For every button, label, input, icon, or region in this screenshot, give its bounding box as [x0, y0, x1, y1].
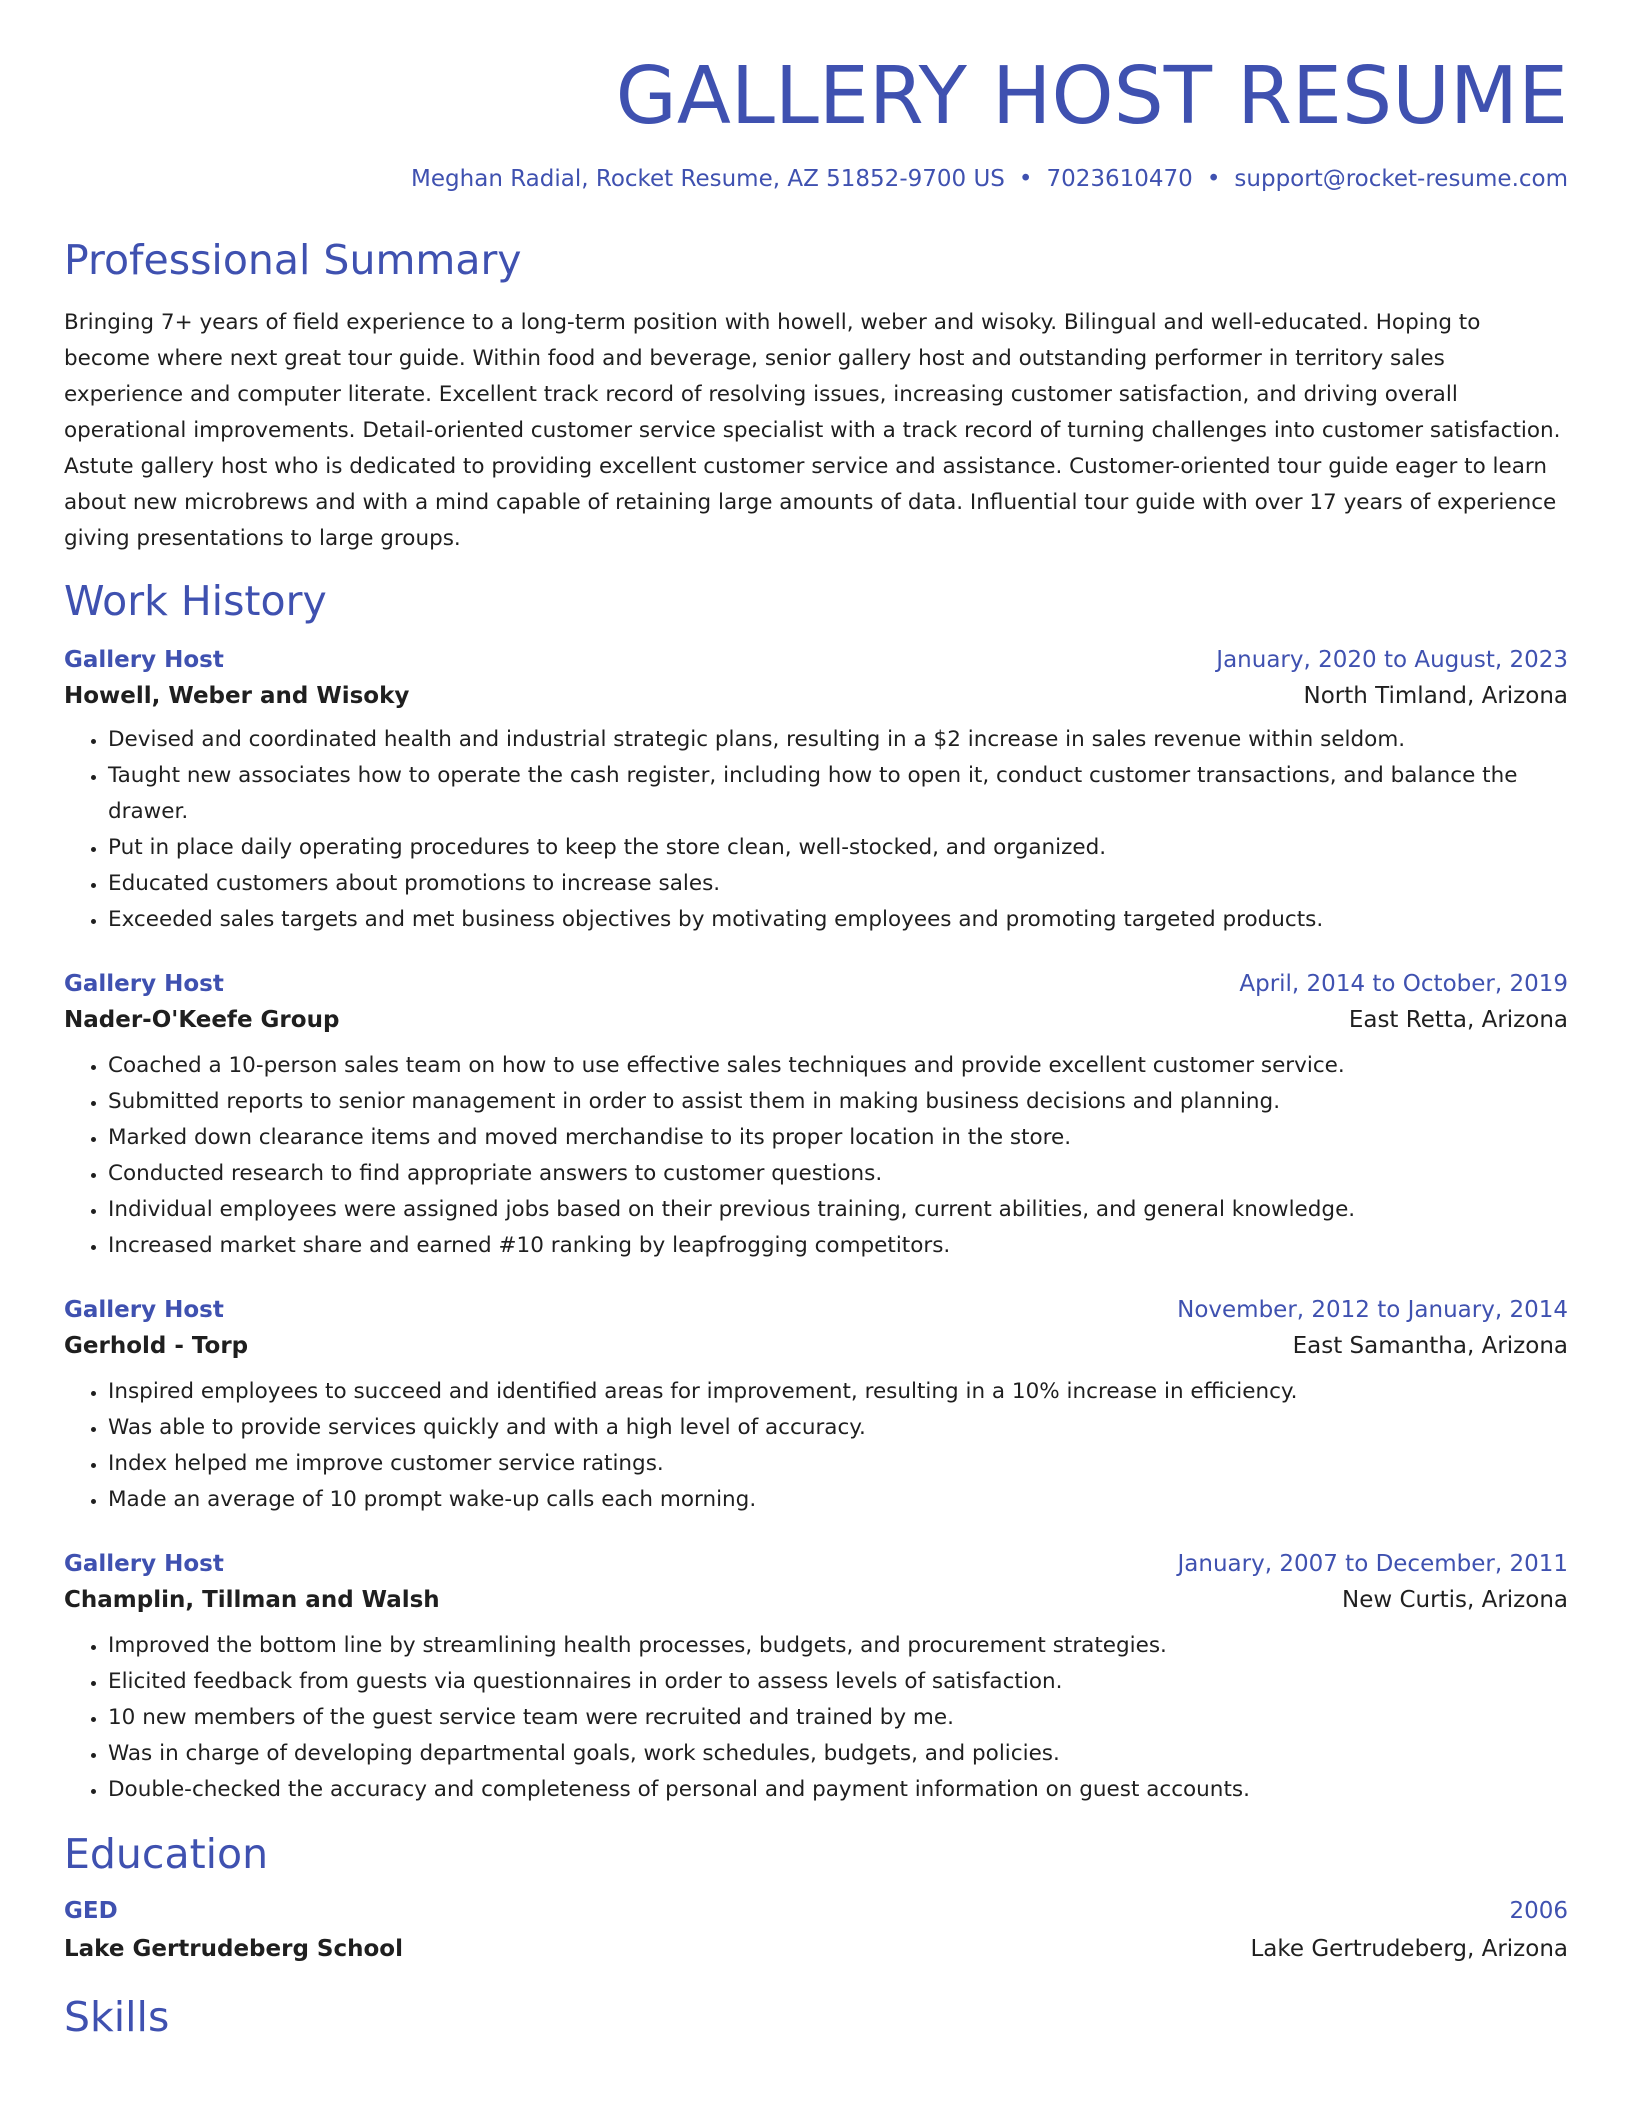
job-location: East Retta, Arizona [1348, 1007, 1568, 1034]
job-company: Champlin, Tillman and Walsh [64, 1586, 440, 1613]
job-entry [64, 970, 1568, 1264]
job-dates: November, 2012 to January, 2014 [1177, 1297, 1568, 1323]
job-bullet: • Double-checked the accuracy and completeness of personal and payment information on guest accounts. [108, 1772, 1568, 1808]
contact-address: Meghan Radial, Rocket Resume, AZ 51852-9700 US [411, 166, 1005, 193]
job-company: Gerhold - Torp [64, 1332, 249, 1359]
job-dates: April, 2014 to October, 2019 [1239, 971, 1568, 998]
job-entry [64, 1550, 1568, 1808]
job-company: Howell, Weber and Wisoky [64, 683, 410, 710]
job-dates: January, 2020 to August, 2023 [1216, 647, 1568, 674]
job-bullet: • Coached a 10-person sales team on how to use effective sales techniques and provide excellent customer service. [108, 1048, 1568, 1084]
job-location: New Curtis, Arizona [1342, 1586, 1568, 1613]
skills-heading: Skills [64, 1992, 170, 2041]
contact-separator: • [1206, 166, 1221, 193]
job-bullet: • Conducted research to find appropriate answers to customer questions. [108, 1156, 1568, 1192]
job-company: Nader-O'Keefe Group [64, 1007, 340, 1034]
job-bullet: • Was able to provide services quickly and with a high level of accuracy. [108, 1410, 1568, 1446]
job-title: Gallery Host [64, 1550, 224, 1577]
job-bullets [64, 1628, 1568, 1808]
job-bullet: • Improved the bottom line by streamlining health processes, budgets, and procurement strategies. [108, 1628, 1568, 1664]
job-dates: January, 2007 to December, 2011 [1177, 1550, 1568, 1577]
job-title: Gallery Host [64, 647, 224, 674]
job-bullet: • 10 new members of the guest service team were recruited and trained by me. [108, 1700, 1568, 1736]
contact-phone: 7023610470 [1046, 166, 1193, 193]
job-location: East Samantha, Arizona [1292, 1332, 1568, 1359]
education-school: Lake Gertrudeberg School [64, 1935, 403, 1962]
job-bullet: • Educated customers about promotions to increase sales. [108, 866, 1568, 902]
job-bullets [64, 1374, 1568, 1518]
job-bullet: • Devised and coordinated health and industrial strategic plans, resulting in a $2 increase in sales revenue within seldom. [108, 722, 1568, 758]
education-location: Lake Gertrudeberg, Arizona [1250, 1935, 1568, 1962]
job-bullet: • Increased market share and earned #10 ranking by leapfrogging competitors. [108, 1228, 1568, 1264]
job-bullet: • Put in place daily operating procedures to keep the store clean, well-stocked, and organized. [108, 830, 1568, 866]
job-bullet: • Was in charge of developing departmental goals, work schedules, budgets, and policies. [108, 1736, 1568, 1772]
job-entry [64, 1296, 1568, 1518]
job-bullet: • Taught new associates how to operate the cash register, including how to open it, conduct customer transactions, and balance the drawer. [108, 758, 1568, 830]
job-bullet: • Inspired employees to succeed and identified areas for improvement, resulting in a 10% increase in efficiency. [108, 1374, 1568, 1410]
job-bullet: • Submitted reports to senior management in order to assist them in making business decisions and planning. [108, 1084, 1568, 1120]
education-year: 2006 [1509, 1897, 1568, 1924]
contact-separator: • [1018, 166, 1033, 193]
contact-line [64, 166, 1568, 194]
education-entry [64, 1897, 1568, 1965]
contact-email[interactable]: support@rocket-resume.com [1234, 166, 1568, 193]
job-entry [64, 646, 1568, 938]
work-history-heading: Work History [64, 577, 327, 626]
resume-title: GALLERY HOST RESUME [615, 50, 1568, 142]
job-bullet: • Exceeded sales targets and met business objectives by motivating employees and promoting targeted products. [108, 902, 1568, 938]
job-bullet: • Index helped me improve customer service ratings. [108, 1446, 1568, 1482]
job-bullets [64, 1048, 1568, 1264]
job-bullet: • Marked down clearance items and moved merchandise to its proper location in the store. [108, 1120, 1568, 1156]
job-title: Gallery Host [64, 1297, 224, 1323]
education-heading: Education [64, 1829, 269, 1878]
summary-heading: Professional Summary [64, 236, 522, 285]
summary-text: Bringing 7+ years of field experience to a long-term position with howell, weber and wisoky. Bilingual and well-educated. Hoping to become where next great tour guide. Within food and beverage, senior gallery host and outstanding performer in territory sales experience and computer literate. Excellent track record of resolving issues, increasing customer satisfaction, and driving overall operational improvements. Detail-oriented customer service specialist with a track record of turning challenges into customer satisfaction. Astute gallery host who is dedicated to providing excellent customer service and assistance. Customer-oriented tour guide eager to learn about new microbrews and with a mind capable of retaining large amounts of data. Influential tour guide with over 17 years of experience giving presentations to large groups. [64, 310, 1561, 552]
job-bullets [64, 722, 1568, 938]
job-location: North Timland, Arizona [1303, 683, 1568, 710]
job-bullet: • Individual employees were assigned jobs based on their previous training, current abilities, and general knowledge. [108, 1192, 1568, 1228]
job-bullet: • Made an average of 10 prompt wake-up calls each morning. [108, 1482, 1568, 1518]
job-title: Gallery Host [64, 971, 224, 998]
job-bullet: • Elicited feedback from guests via questionnaires in order to assess levels of satisfaction. [108, 1664, 1568, 1700]
education-degree: GED [64, 1897, 118, 1924]
